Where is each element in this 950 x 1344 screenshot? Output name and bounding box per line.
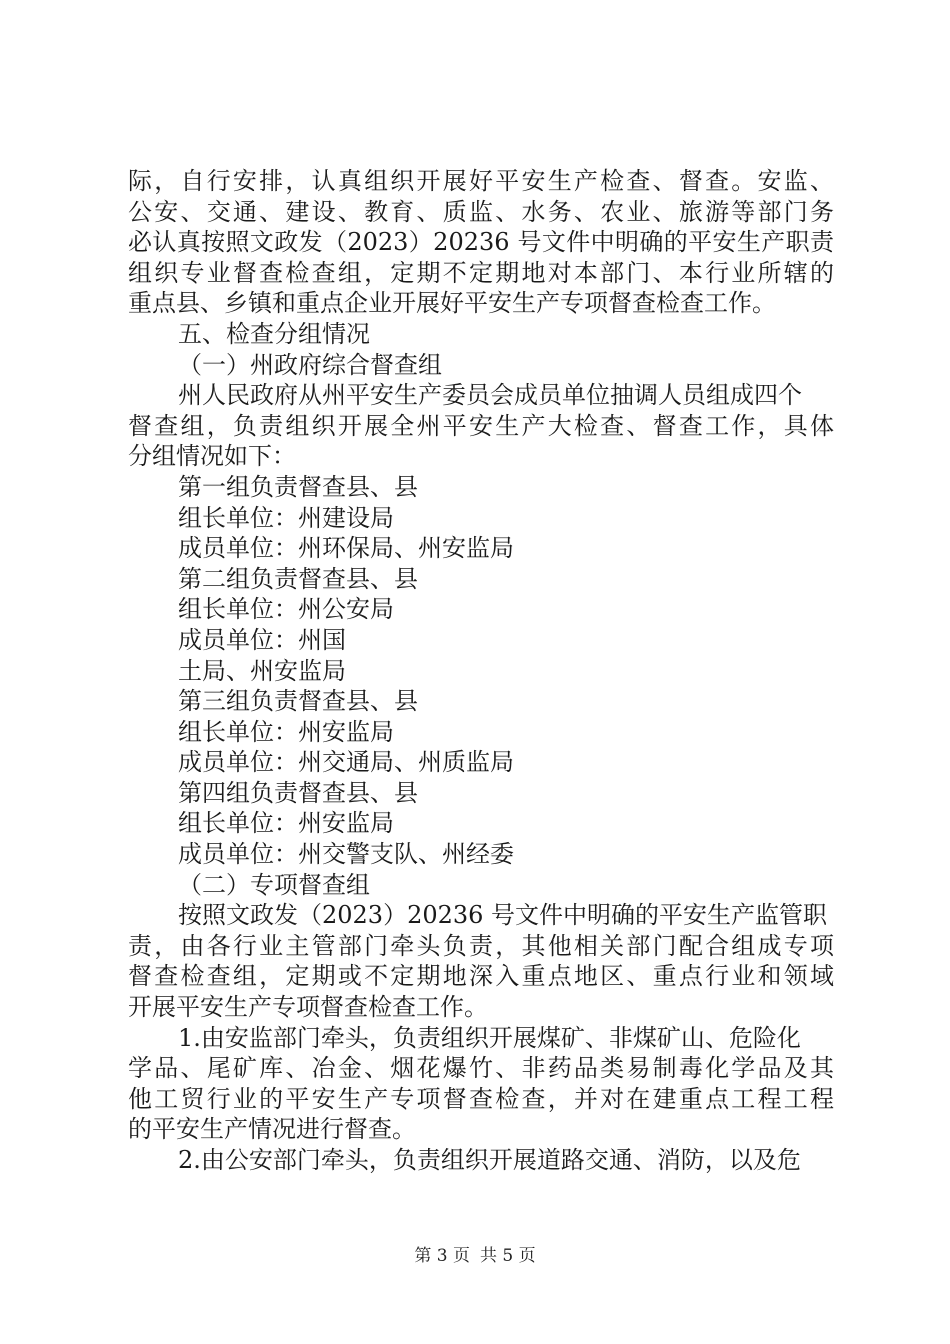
text-line: 组长单位：州安监局 — [178, 717, 394, 746]
text-line: 组长单位：州安监局 — [178, 809, 394, 838]
text-line: （一）州政府综合督查组 — [178, 350, 442, 379]
text-line: 土局、州安监局 — [178, 656, 346, 685]
text-line: 2.由公安部门牵头，负责组织开展道路交通、消防，以及危 — [178, 1146, 801, 1174]
document-body — [128, 166, 834, 1176]
text-line: 督查检查组，定期或不定期地深入重点地区、重点行业和领域 — [128, 962, 834, 991]
text-line: 际，自行安排，认真组织开展好平安生产检查、督查。安监、 — [128, 167, 834, 195]
text-line: 分组情况如下： — [128, 442, 296, 471]
text-line: 开展平安生产专项督查检查工作。 — [128, 993, 488, 1022]
text-line: 必认真按照文政发（2023）20236 号文件中明确的平安生产职责 — [128, 228, 834, 257]
text-line: 第四组负责督查县、县 — [178, 778, 418, 807]
text-line: 成员单位：州交通局、州质监局 — [178, 748, 514, 777]
text-line: 的平安生产情况进行督查。 — [128, 1115, 416, 1144]
text-line: 按照文政发（2023）20236 号文件中明确的平安生产监管职 — [178, 901, 828, 930]
text-line: 重点县、乡镇和重点企业开展好平安生产专项督查检查工作。 — [128, 289, 776, 318]
text-line: 督查组，负责组织开展全州平安生产大检查、督查工作，具体 — [128, 411, 834, 440]
text-line: 成员单位：州交警支队、州经委 — [178, 840, 514, 869]
text-line: 组长单位：州公安局 — [178, 595, 394, 624]
text-line: 成员单位：州环保局、州安监局 — [178, 534, 514, 563]
text-line: 他工贸行业的平安生产专项督查检查，并对在建重点工程工程 — [128, 1084, 834, 1113]
text-line: （二）专项督查组 — [178, 870, 370, 899]
text-line: 州人民政府从州平安生产委员会成员单位抽调人员组成四个 — [178, 381, 802, 410]
text-line: 组织专业督查检查组，定期不定期地对本部门、本行业所辖的 — [128, 258, 834, 287]
text-line: 责，由各行业主管部门牵头负责，其他相关部门配合组成专项 — [128, 931, 834, 960]
text-line: 第二组负责督查县、县 — [178, 564, 418, 593]
text-line: 第三组负责督查县、县 — [178, 687, 418, 716]
text-line: 组长单位：州建设局 — [178, 503, 394, 532]
text-line: 成员单位：州国 — [178, 625, 346, 654]
text-line: 第一组负责督查县、县 — [178, 472, 418, 501]
text-line: 1.由安监部门牵头，负责组织开展煤矿、非煤矿山、危险化 — [178, 1023, 801, 1052]
text-line: 五、检查分组情况 — [178, 319, 370, 348]
page-total: 共 5 页 — [480, 1246, 536, 1266]
text-line: 学品、尾矿库、冶金、烟花爆竹、非药品类易制毒化学品及其 — [128, 1054, 834, 1083]
page-number: 第 3 页 — [414, 1246, 470, 1266]
page-footer — [0, 1244, 950, 1268]
text-line: 公安、交通、建设、教育、质监、水务、农业、旅游等部门务 — [128, 197, 834, 226]
